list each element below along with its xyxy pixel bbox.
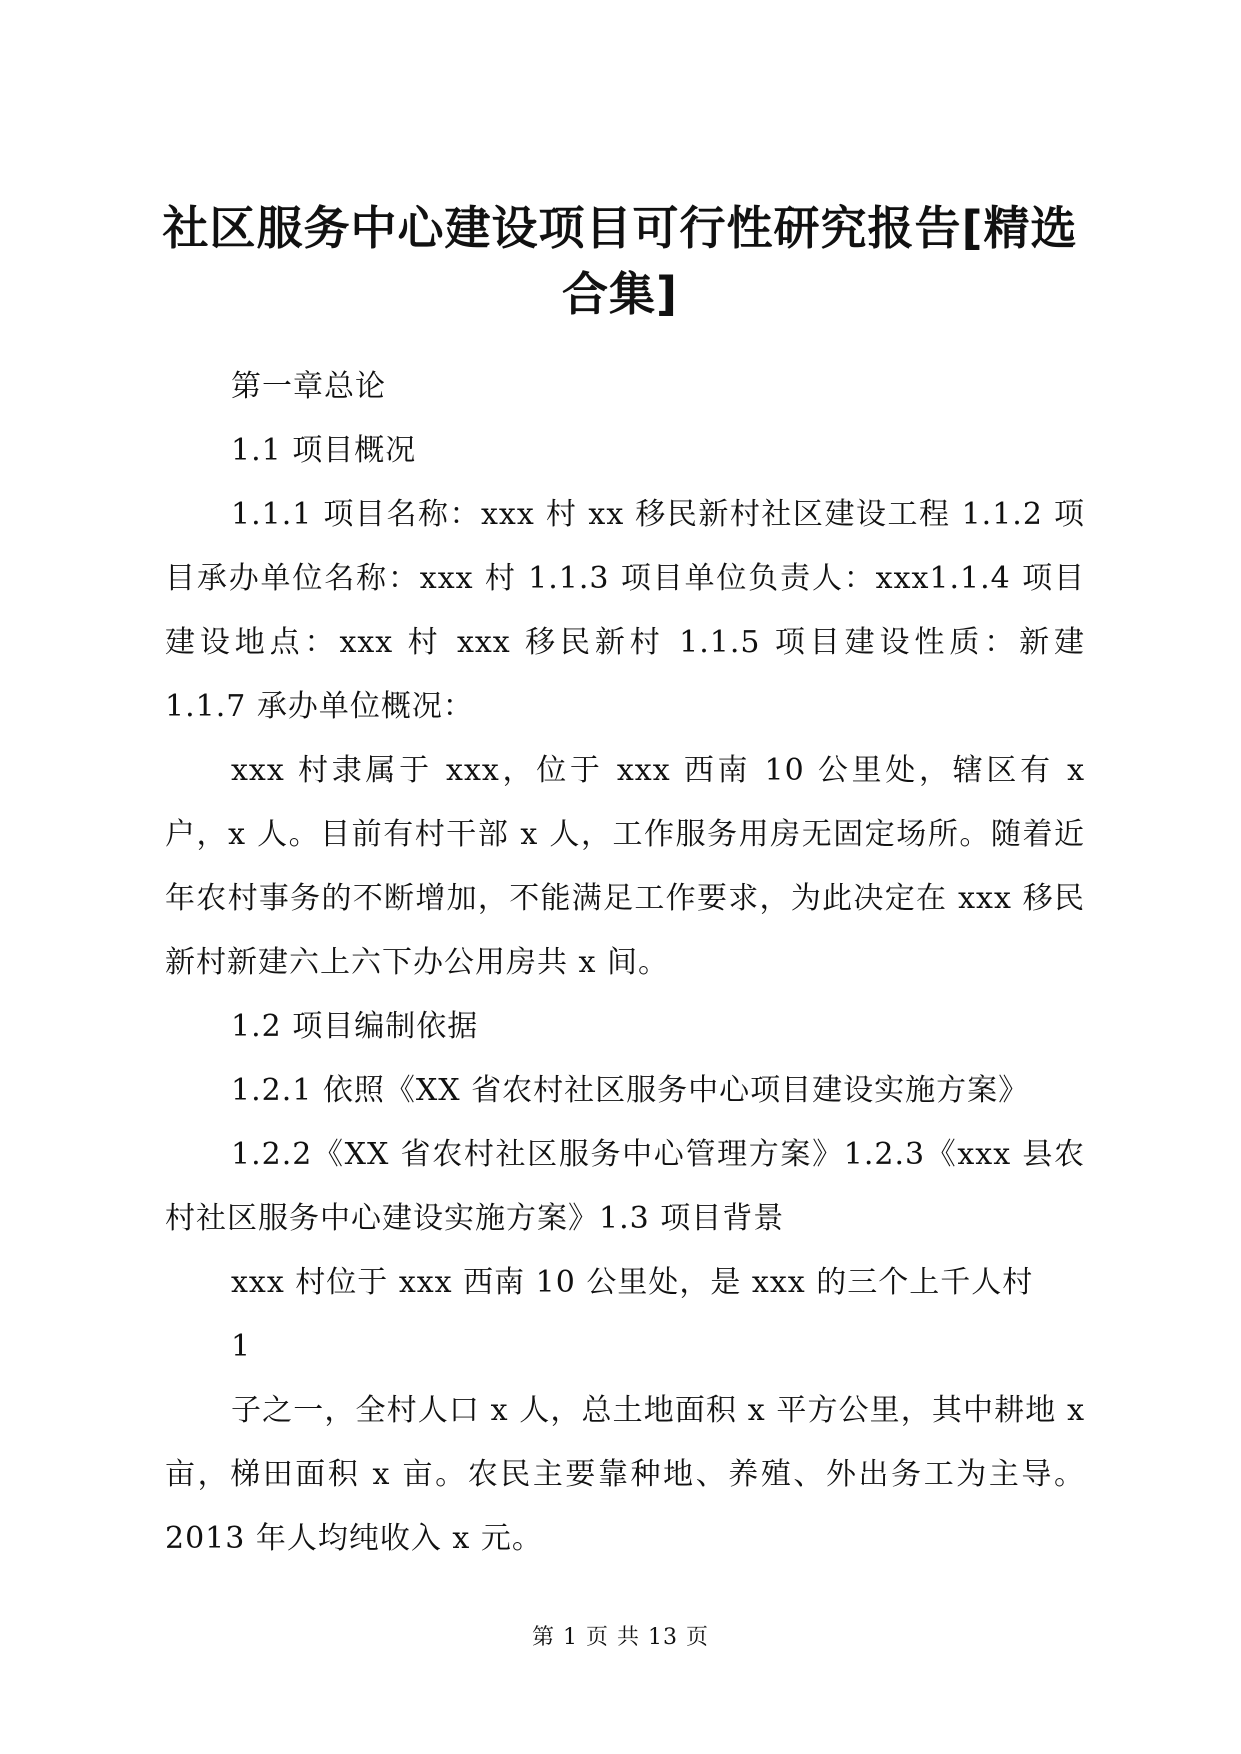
paragraph: 1.1.1 项目名称：xxx 村 xx 移民新村社区建设工程 1.1.2 项目承办单位名称：xxx 村 1.1.3 项目单位负责人：xxx1.1.4 项目建设地点：xxx 村 xxx 移民新村 1.1.5 项目建设性质：新建 1.1.7 承办单位概况： [165, 497, 1085, 724]
paragraph: 1.1 项目概况 [231, 433, 417, 468]
document-body [165, 355, 1085, 1571]
paragraph: 子之一，全村人口 x 人，总土地面积 x 平方公里，其中耕地 x 亩，梯田面积 x 亩。农民主要靠种地、养殖、外出务工为主导。2013 年人均纯收入 x 元。 [165, 1393, 1085, 1556]
page-footer: 第 1 页 共 13 页 [532, 1625, 709, 1650]
paragraph: 1.2 项目编制依据 [231, 1009, 479, 1044]
paragraph: 1.2.1 依照《XX 省农村社区服务中心项目建设实施方案》 [231, 1073, 1030, 1108]
paragraph: 1.2.2《XX 省农村社区服务中心管理方案》1.2.3《xxx 县农村社区服务中心建设实施方案》1.3 项目背景 [165, 1137, 1085, 1236]
paragraph: xxx 村隶属于 xxx，位于 xxx 西南 10 公里处，辖区有 x 户，x 人。目前有村干部 x 人，工作服务用房无固定场所。随着近年农村事务的不断增加，不能满足工作要求，为此决定在 xxx 移民新村新建六上六下办公用房共 x 间。 [165, 753, 1085, 980]
inline-page-number: 1 [231, 1329, 251, 1364]
paragraph: xxx 村位于 xxx 西南 10 公里处，是 xxx 的三个上千人村 [231, 1265, 1034, 1300]
document-title: 社区服务中心建设项目可行性研究报告[精选合集] [162, 201, 1078, 321]
paragraph: 第一章总论 [231, 369, 386, 404]
